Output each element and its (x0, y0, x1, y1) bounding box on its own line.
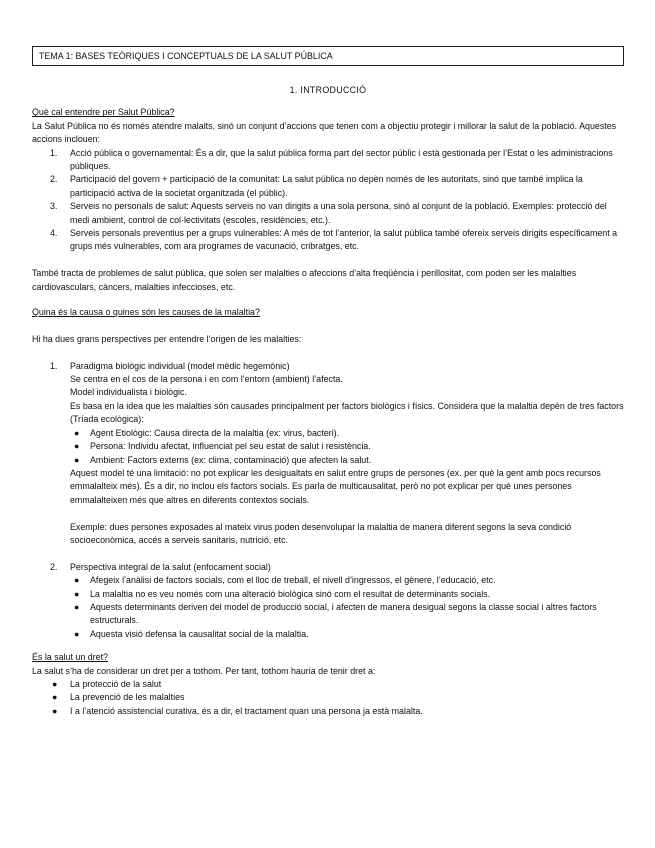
bullet-icon: ● (74, 588, 80, 599)
spacer (70, 507, 624, 520)
section-causes-of-disease (32, 306, 624, 641)
bullet-icon: ● (52, 705, 58, 716)
bullet-item (32, 427, 624, 440)
paragraph: Aquest model té una limitació: no pot explicar les desigualtats en salut entre grups de persones (ex. per què la gent amb pocs recursos emmalalteix més). És a dir, no inclou els factors socials. Es parla de multicausalitat, però no pot explicar per què unes persones emmalalteixen més que altres en diferents contextos socials. (70, 467, 601, 505)
section-health-as-right (32, 651, 624, 718)
bullet-item (32, 691, 624, 704)
section-heading: 1. INTRODUCCIÓ (289, 85, 367, 95)
list-number: 4. (50, 228, 58, 239)
bullet-icon: ● (74, 628, 80, 639)
paragraph: Model individualista i biològic. (70, 387, 187, 398)
paragraph: Hi ha dues grans perspectives per entendre l’origen de les malalties: (32, 333, 302, 344)
paradigm-title: Perspectiva integral de la salut (enfocament social) (70, 561, 271, 572)
list-item (32, 561, 624, 574)
list-number: 2. (50, 174, 58, 185)
bullet-text: La malaltia no es veu només com una alteració biològica sinó com el resultat de determinants socials. (90, 588, 491, 599)
question-heading-1: Què cal entendre per Salut Pública? (32, 107, 175, 118)
list-item-text: Participació del govern + participació de la comunitat: La salut pública no depèn només de les autoritats, sinó que també implica la participació activa de la societat organitzada (el públic). (70, 174, 583, 198)
bullet-text: Persona: Individu afectat, influenciat pel seu estat de salut i resistència. (90, 441, 371, 452)
bullet-list (32, 427, 624, 467)
bullet-text: Aquests determinants deriven del model de producció social, i afecten de manera desigual segons la classe social i altres factors estructurals. (90, 601, 597, 626)
section-what-is-public-health (32, 106, 624, 294)
list-item-text: Acció pública o governamental: És a dir, que la salut pública forma part del sector públic i està gestionada per l’Estat o les administracions públiques. (70, 147, 613, 172)
bullet-item (32, 678, 624, 691)
list-number: 3. (50, 201, 58, 212)
indented-block (32, 467, 624, 547)
list-item (32, 360, 624, 427)
list-item-text: Serveis personals preventius per a grups vulnerables: A més de tot l’anterior, la salut pública també ofereix serveis dirigits específicament a grups més vulnerables, com ara programes de vacunació, cribratges, etc. (70, 228, 618, 252)
bullet-item (32, 574, 624, 587)
numbered-list (32, 360, 624, 427)
bullet-item (32, 454, 624, 467)
list-item (32, 173, 624, 200)
bullet-item (32, 705, 624, 718)
bullet-icon: ● (74, 601, 80, 612)
bullet-text: La prevenció de les malalties (70, 692, 185, 703)
list-item (32, 147, 624, 174)
bullet-text: Aquesta visió defensa la causalitat social de la malaltia. (90, 628, 309, 639)
bullet-text: I a l’atenció assistencial curativa, és a dir, el tractament quan una persona ja està malalta. (70, 705, 423, 716)
spacer (32, 254, 624, 267)
bullet-item (32, 588, 624, 601)
bullet-text: Afegeix l’anàlisi de factors socials, com el lloc de treball, el nivell d’ingressos, el gènere, l’educació, etc. (90, 575, 496, 586)
numbered-list (32, 147, 624, 254)
list-number: 2. (50, 561, 58, 572)
paradigm-title: Paradigma biològic individual (model mèdic hegemònic) (70, 360, 290, 371)
bullet-icon: ● (74, 575, 80, 586)
bullet-icon: ● (74, 454, 80, 465)
paragraph: Exemple: dues persones exposades al mateix virus poden desenvolupar la malaltia de manera diferent segons la seva condició socioeconòmica, accés a serveis sanitaris, nutrició, etc. (70, 521, 572, 545)
bullet-list (32, 574, 624, 641)
bullet-item (32, 628, 624, 641)
list-item (32, 200, 624, 227)
question-heading-3: És la salut un dret? (32, 652, 108, 663)
list-item-text: Serveis no personals de salut: Aquests serveis no van dirigits a una sola persona, sinó al conjunt de la població. Exemples: protecció del medi ambient, control de col·lectivitats (escoles, residències, etc.). (70, 201, 607, 225)
bullet-list (32, 678, 624, 718)
bullet-item (32, 601, 624, 628)
paragraph: També tracta de problemes de salut pública, que solen ser malalties o afeccions d’alta freqüència i perillositat, com poden ser les malalties cardiovasculars, càncers, malalties infeccioses, etc. (32, 268, 577, 292)
spacer (32, 319, 624, 332)
bullet-icon: ● (52, 692, 58, 703)
bullet-item (32, 440, 624, 453)
list-item (32, 227, 624, 254)
bullet-text: La protecció de la salut (70, 678, 162, 689)
list-number: 1. (50, 147, 58, 158)
question-heading-2: Quina és la causa o quines són les causes de la malaltia? (32, 307, 260, 318)
list-number: 1. (50, 360, 58, 371)
spacer (32, 547, 624, 560)
spacer (32, 346, 624, 359)
document-title: TEMA 1: BASES TEÒRIQUES I CONCEPTUALS DE LA SALUT PÚBLICA (32, 46, 624, 66)
bullet-text: Agent Etiològic: Causa directa de la malaltia (ex: virus, bacteri). (90, 427, 340, 438)
bullet-icon: ● (74, 427, 80, 438)
paragraph: Se centra en el cos de la persona i en com l’entorn (ambient) l’afecta. (70, 374, 343, 385)
bullet-text: Ambient: Factors externs (ex: clima, contaminació) que afecten la salut. (90, 454, 372, 465)
paragraph: Es basa en la idea que les malalties són causades principalment per factors biològics i físics. Considera que la malaltia depèn de tres factors (Tríada ecològica): (70, 400, 624, 425)
numbered-list (32, 561, 624, 574)
paragraph: La Salut Pública no és només atendre malalts, sinó un conjunt d’accions que tenen com a objectiu protegir i millorar la salut de la població. Aquestes accions inclouen: (32, 120, 617, 145)
document-page (32, 46, 624, 718)
paragraph: La salut s’ha de considerar un dret per a tothom. Per tant, tothom hauria de tenir dret a: (32, 665, 376, 676)
bullet-icon: ● (74, 441, 80, 452)
bullet-icon: ● (52, 678, 58, 689)
